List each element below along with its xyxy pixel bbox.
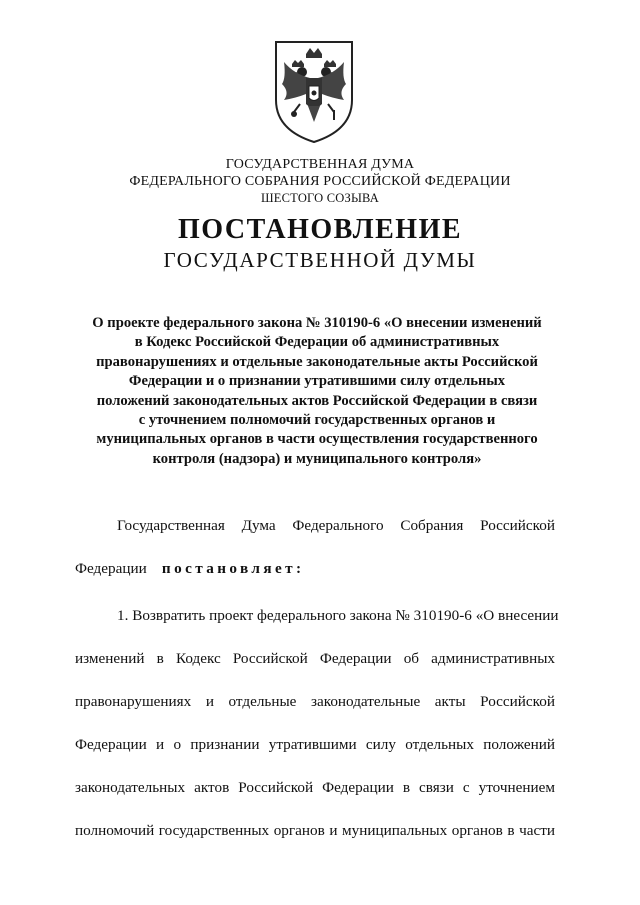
resolution-verb: постановляет: xyxy=(161,560,305,577)
point-1-line: Федерации и о признании утратившими силу отдельных положений xyxy=(75,736,555,753)
coat-of-arms-icon xyxy=(270,38,358,146)
point-1-line: правонарушениях и отдельные законодательные акты Российской xyxy=(75,693,555,710)
document-subject: О проекте федерального закона № 310190-6 «О внесении изменений в Кодекс Российской Федерации об административных правонарушениях и отдельные законодательные акты Российской Федерации и о признании утратившими силу отдельных положений законодательных актов Российской Федерации в связи с уточнением полномочий государственных органов и муниципальных органов в части осуществления государственного контроля (надзора) и муниципального контроля» xyxy=(92,315,542,467)
point-1-line: законодательных актов Российской Федерации в связи с уточнением xyxy=(75,779,555,796)
preamble-federation-word: Федерации xyxy=(75,560,147,577)
document-issuer-title: ГОСУДАРСТВЕННОЙ ДУМЫ xyxy=(163,248,477,272)
document-type-title: ПОСТАНОВЛЕНИЕ xyxy=(177,214,463,245)
point-1-line: 1. Возвратить проект федерального закона № 310190-6 «О внесении xyxy=(117,607,559,624)
header-line-1: ГОСУДАРСТВЕННАЯ ДУМА xyxy=(225,157,415,172)
header-line-3: ШЕСТОГО СОЗЫВА xyxy=(260,191,380,205)
point-1-line: изменений в Кодекс Российской Федерации об административных xyxy=(75,650,555,667)
preamble-line-1: Государственная Дума Федерального Собрания Российской xyxy=(117,517,555,534)
header-line-2: ФЕДЕРАЛЬНОГО СОБРАНИЯ РОССИЙСКОЙ ФЕДЕРАЦИИ xyxy=(129,174,511,189)
issuing-authority xyxy=(0,156,640,207)
preamble-line-2 xyxy=(75,559,555,579)
point-1-line: полномочий государственных органов и муниципальных органов в части xyxy=(75,822,555,839)
point-1 xyxy=(75,606,559,841)
preamble xyxy=(75,516,555,579)
